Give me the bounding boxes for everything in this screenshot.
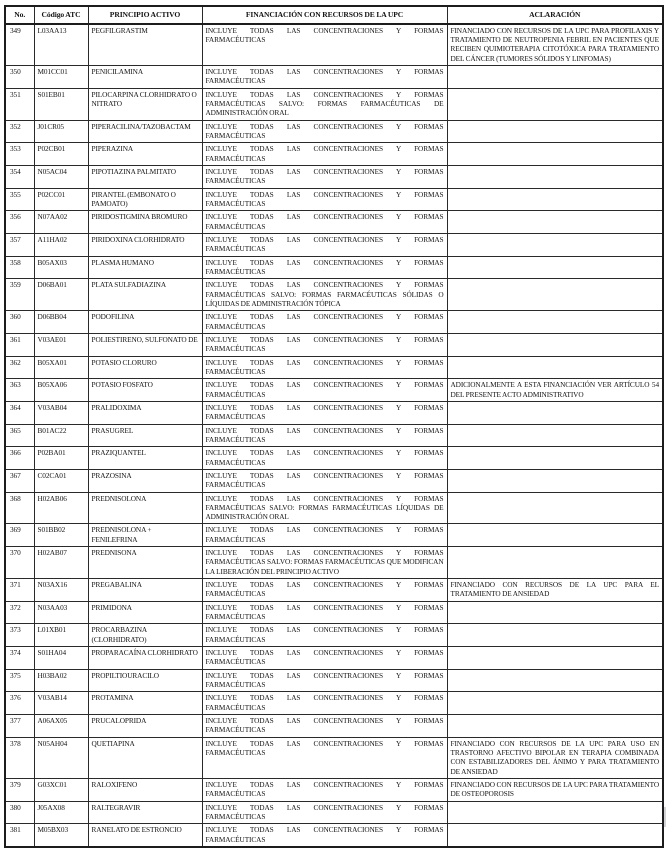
cell-aclaracion bbox=[447, 401, 663, 424]
cell-no: 363 bbox=[5, 379, 34, 402]
cell-aclaracion bbox=[447, 165, 663, 188]
cell-no: 372 bbox=[5, 601, 34, 624]
cell-no: 380 bbox=[5, 801, 34, 824]
cell-no: 377 bbox=[5, 715, 34, 738]
cell-codigo-atc: N03AA03 bbox=[34, 601, 88, 624]
cell-aclaracion bbox=[447, 647, 663, 670]
cell-codigo-atc: N07AA02 bbox=[34, 211, 88, 234]
cell-financiacion: INCLUYE TODAS LAS CONCENTRACIONES Y FORMAS FARMACÉUTICAS SALVO: FORMAS FARMACÉUTICAS QUE MODIFICAN LA LIBERACIÓN DEL PRINCIPIO ACTIVO bbox=[202, 547, 447, 579]
cell-principio-activo: PRAZIQUANTEL bbox=[88, 447, 202, 470]
cell-financiacion: INCLUYE TODAS LAS CONCENTRACIONES Y FORMAS FARMACÉUTICAS bbox=[202, 824, 447, 847]
cell-principio-activo: PIRIDOXINA CLORHIDRATO bbox=[88, 233, 202, 256]
cell-aclaracion: FINANCIADO CON RECURSOS DE LA UPC PARA EL TRATAMIENTO DE ANSIEDAD bbox=[447, 579, 663, 602]
cell-aclaracion: FINANCIADO CON RECURSOS DE LA UPC PARA PROFILAXIS Y TRATAMIENTO DE NEUTROPENIA FEBRIL EN PACIENTES QUE RECIBEN QUIMIOTERAPIA CITOTÓXICA PARA TRATAMIENTO DEL CÁNCER (TUMORES SÓLIDOS Y LINFOMAS) bbox=[447, 24, 663, 66]
cell-codigo-atc: P02BA01 bbox=[34, 447, 88, 470]
cell-principio-activo: PLASMA HUMANO bbox=[88, 256, 202, 279]
cell-codigo-atc: A11HA02 bbox=[34, 233, 88, 256]
cell-codigo-atc: P02CC01 bbox=[34, 188, 88, 211]
table-row bbox=[5, 24, 663, 66]
cell-principio-activo: PENICILAMINA bbox=[88, 66, 202, 89]
cell-financiacion: INCLUYE TODAS LAS CONCENTRACIONES Y FORMAS FARMACÉUTICAS bbox=[202, 165, 447, 188]
cell-codigo-atc: B01AC22 bbox=[34, 424, 88, 447]
cell-codigo-atc: H02AB07 bbox=[34, 547, 88, 579]
cell-principio-activo: QUETIAPINA bbox=[88, 737, 202, 778]
cell-financiacion: INCLUYE TODAS LAS CONCENTRACIONES Y FORMAS FARMACÉUTICAS bbox=[202, 624, 447, 647]
cell-financiacion: INCLUYE TODAS LAS CONCENTRACIONES Y FORMAS FARMACÉUTICAS bbox=[202, 24, 447, 66]
cell-no: 351 bbox=[5, 88, 34, 120]
cell-aclaracion: FINANCIADO CON RECURSOS DE LA UPC PARA TRATAMIENTO DE OSTEOPOROSIS bbox=[447, 779, 663, 802]
cell-codigo-atc: B05XA01 bbox=[34, 356, 88, 379]
table-row bbox=[5, 737, 663, 778]
cell-principio-activo: POTASIO FOSFATO bbox=[88, 379, 202, 402]
table-row bbox=[5, 188, 663, 211]
table-row bbox=[5, 120, 663, 143]
cell-principio-activo: PREDNISOLONA bbox=[88, 492, 202, 524]
cell-principio-activo: PROPARACAÍNA CLORHIDRATO bbox=[88, 647, 202, 670]
cell-codigo-atc: D06BA01 bbox=[34, 279, 88, 311]
table-header-row bbox=[5, 6, 663, 24]
cell-codigo-atc: L03AA13 bbox=[34, 24, 88, 66]
cell-no: 365 bbox=[5, 424, 34, 447]
cell-principio-activo: PEGFILGRASTIM bbox=[88, 24, 202, 66]
table-row bbox=[5, 424, 663, 447]
cell-principio-activo: PRALIDOXIMA bbox=[88, 401, 202, 424]
cell-financiacion: INCLUYE TODAS LAS CONCENTRACIONES Y FORMAS FARMACÉUTICAS bbox=[202, 524, 447, 547]
cell-principio-activo: PIPOTIAZINA PALMITATO bbox=[88, 165, 202, 188]
cell-aclaracion bbox=[447, 524, 663, 547]
cell-codigo-atc: H03BA02 bbox=[34, 669, 88, 692]
table-row bbox=[5, 801, 663, 824]
cell-aclaracion bbox=[447, 120, 663, 143]
cell-aclaracion bbox=[447, 601, 663, 624]
cell-no: 355 bbox=[5, 188, 34, 211]
cell-no: 379 bbox=[5, 779, 34, 802]
cell-principio-activo: PREDNISONA bbox=[88, 547, 202, 579]
cell-no: 356 bbox=[5, 211, 34, 234]
cell-aclaracion bbox=[447, 801, 663, 824]
table-row bbox=[5, 165, 663, 188]
cell-principio-activo: RALTEGRAVIR bbox=[88, 801, 202, 824]
cell-financiacion: INCLUYE TODAS LAS CONCENTRACIONES Y FORMAS FARMACÉUTICAS bbox=[202, 737, 447, 778]
cell-no: 371 bbox=[5, 579, 34, 602]
cell-codigo-atc: H02AB06 bbox=[34, 492, 88, 524]
table-row bbox=[5, 469, 663, 492]
table-row bbox=[5, 601, 663, 624]
table-row bbox=[5, 524, 663, 547]
cell-financiacion: INCLUYE TODAS LAS CONCENTRACIONES Y FORMAS FARMACÉUTICAS bbox=[202, 469, 447, 492]
cell-no: 354 bbox=[5, 165, 34, 188]
cell-no: 381 bbox=[5, 824, 34, 847]
table-row bbox=[5, 715, 663, 738]
cell-codigo-atc: J05AX08 bbox=[34, 801, 88, 824]
table-row bbox=[5, 256, 663, 279]
table-row bbox=[5, 692, 663, 715]
cell-codigo-atc: M01CC01 bbox=[34, 66, 88, 89]
cell-codigo-atc: S01BB02 bbox=[34, 524, 88, 547]
cell-no: 358 bbox=[5, 256, 34, 279]
cell-no: 349 bbox=[5, 24, 34, 66]
cell-no: 375 bbox=[5, 669, 34, 692]
table-row bbox=[5, 779, 663, 802]
table-row bbox=[5, 401, 663, 424]
cell-financiacion: INCLUYE TODAS LAS CONCENTRACIONES Y FORMAS FARMACÉUTICAS bbox=[202, 424, 447, 447]
table-row bbox=[5, 379, 663, 402]
cell-aclaracion bbox=[447, 469, 663, 492]
cell-principio-activo: POLIESTIRENO, SULFONATO DE bbox=[88, 333, 202, 356]
cell-no: 359 bbox=[5, 279, 34, 311]
cell-aclaracion bbox=[447, 669, 663, 692]
cell-codigo-atc: S01EB01 bbox=[34, 88, 88, 120]
cell-no: 357 bbox=[5, 233, 34, 256]
cell-principio-activo: PRAZOSINA bbox=[88, 469, 202, 492]
cell-financiacion: INCLUYE TODAS LAS CONCENTRACIONES Y FORMAS FARMACÉUTICAS bbox=[202, 211, 447, 234]
table-body bbox=[5, 24, 663, 847]
cell-aclaracion: FINANCIADO CON RECURSOS DE LA UPC PARA USO EN TRASTORNO AFECTIVO BIPOLAR EN TERAPIA COMBINADA CON ESTABILIZADORES DEL ÁNIMO Y PARA TRATAMIENTO DE ANSIEDAD bbox=[447, 737, 663, 778]
cell-principio-activo: PIPERAZINA bbox=[88, 143, 202, 166]
cell-aclaracion bbox=[447, 692, 663, 715]
table-row bbox=[5, 311, 663, 334]
cell-principio-activo: PODOFILINA bbox=[88, 311, 202, 334]
cell-codigo-atc: N03AX16 bbox=[34, 579, 88, 602]
cell-no: 370 bbox=[5, 547, 34, 579]
table-row bbox=[5, 447, 663, 470]
cell-aclaracion bbox=[447, 256, 663, 279]
cell-no: 352 bbox=[5, 120, 34, 143]
cell-principio-activo: PLATA SULFADIAZINA bbox=[88, 279, 202, 311]
cell-principio-activo: RANELATO DE ESTRONCIO bbox=[88, 824, 202, 847]
cell-financiacion: INCLUYE TODAS LAS CONCENTRACIONES Y FORMAS FARMACÉUTICAS bbox=[202, 647, 447, 670]
cell-principio-activo: PILOCARPINA CLORHIDRATO O NITRATO bbox=[88, 88, 202, 120]
cell-financiacion: INCLUYE TODAS LAS CONCENTRACIONES Y FORMAS FARMACÉUTICAS SALVO: FORMAS FARMACÉUTICAS DE ADMINISTRACIÓN ORAL bbox=[202, 88, 447, 120]
cell-principio-activo: PIPERACILINA/TAZOBACTAM bbox=[88, 120, 202, 143]
cell-financiacion: INCLUYE TODAS LAS CONCENTRACIONES Y FORMAS FARMACÉUTICAS bbox=[202, 579, 447, 602]
cell-aclaracion bbox=[447, 447, 663, 470]
table-row bbox=[5, 66, 663, 89]
cell-no: 374 bbox=[5, 647, 34, 670]
cell-aclaracion bbox=[447, 88, 663, 120]
table-row bbox=[5, 143, 663, 166]
cell-financiacion: INCLUYE TODAS LAS CONCENTRACIONES Y FORMAS FARMACÉUTICAS bbox=[202, 188, 447, 211]
cell-aclaracion: ADICIONALMENTE A ESTA FINANCIACIÓN VER ARTÍCULO 54 DEL PRESENTE ACTO ADMINISTRATIVO bbox=[447, 379, 663, 402]
table-row bbox=[5, 88, 663, 120]
cell-no: 361 bbox=[5, 333, 34, 356]
header-principio-activo: PRINCIPIO ACTIVO bbox=[88, 6, 202, 24]
cell-no: 368 bbox=[5, 492, 34, 524]
cell-codigo-atc: V03AB04 bbox=[34, 401, 88, 424]
cell-no: 373 bbox=[5, 624, 34, 647]
cell-principio-activo: PREGABALINA bbox=[88, 579, 202, 602]
cell-no: 366 bbox=[5, 447, 34, 470]
cell-codigo-atc: B05AX03 bbox=[34, 256, 88, 279]
cell-codigo-atc: S01HA04 bbox=[34, 647, 88, 670]
header-no: No. bbox=[5, 6, 34, 24]
header-financiacion: FINANCIACIÓN CON RECURSOS DE LA UPC bbox=[202, 6, 447, 24]
cell-financiacion: INCLUYE TODAS LAS CONCENTRACIONES Y FORMAS FARMACÉUTICAS bbox=[202, 256, 447, 279]
header-codigo-atc: Código ATC bbox=[34, 6, 88, 24]
cell-codigo-atc: G03XC01 bbox=[34, 779, 88, 802]
table-row bbox=[5, 824, 663, 847]
cell-aclaracion bbox=[447, 66, 663, 89]
cell-financiacion: INCLUYE TODAS LAS CONCENTRACIONES Y FORMAS FARMACÉUTICAS bbox=[202, 356, 447, 379]
cell-aclaracion bbox=[447, 333, 663, 356]
cell-codigo-atc: A06AX05 bbox=[34, 715, 88, 738]
cell-codigo-atc: M05BX03 bbox=[34, 824, 88, 847]
table-row bbox=[5, 624, 663, 647]
cell-aclaracion bbox=[447, 547, 663, 579]
cell-aclaracion bbox=[447, 715, 663, 738]
cell-no: 353 bbox=[5, 143, 34, 166]
cell-codigo-atc: V03AE01 bbox=[34, 333, 88, 356]
table-row bbox=[5, 279, 663, 311]
cell-principio-activo: PIRIDOSTIGMINA BROMURO bbox=[88, 211, 202, 234]
table-row bbox=[5, 579, 663, 602]
cell-financiacion: INCLUYE TODAS LAS CONCENTRACIONES Y FORMAS FARMACÉUTICAS bbox=[202, 311, 447, 334]
cell-aclaracion bbox=[447, 824, 663, 847]
cell-principio-activo: PROTAMINA bbox=[88, 692, 202, 715]
cell-principio-activo: PRASUGREL bbox=[88, 424, 202, 447]
cell-financiacion: INCLUYE TODAS LAS CONCENTRACIONES Y FORMAS FARMACÉUTICAS bbox=[202, 401, 447, 424]
cell-principio-activo: PIRANTEL (EMBONATO O PAMOATO) bbox=[88, 188, 202, 211]
cell-no: 376 bbox=[5, 692, 34, 715]
cell-financiacion: INCLUYE TODAS LAS CONCENTRACIONES Y FORMAS FARMACÉUTICAS bbox=[202, 333, 447, 356]
cell-aclaracion bbox=[447, 424, 663, 447]
cell-financiacion: INCLUYE TODAS LAS CONCENTRACIONES Y FORMAS FARMACÉUTICAS bbox=[202, 801, 447, 824]
cell-aclaracion bbox=[447, 143, 663, 166]
cell-no: 364 bbox=[5, 401, 34, 424]
cell-no: 369 bbox=[5, 524, 34, 547]
cell-financiacion: INCLUYE TODAS LAS CONCENTRACIONES Y FORMAS FARMACÉUTICAS SALVO: FORMAS FARMACÉUTICAS LÍQUIDAS DE ADMINISTRACIÓN ORAL bbox=[202, 492, 447, 524]
cell-principio-activo: POTASIO CLORURO bbox=[88, 356, 202, 379]
table-row bbox=[5, 333, 663, 356]
cell-codigo-atc: B05XA06 bbox=[34, 379, 88, 402]
cell-codigo-atc: L01XB01 bbox=[34, 624, 88, 647]
cell-principio-activo: PREDNISOLONA + FENILEFRINA bbox=[88, 524, 202, 547]
cell-no: 378 bbox=[5, 737, 34, 778]
cell-financiacion: INCLUYE TODAS LAS CONCENTRACIONES Y FORMAS FARMACÉUTICAS bbox=[202, 692, 447, 715]
cell-principio-activo: RALOXIFENO bbox=[88, 779, 202, 802]
table-row bbox=[5, 233, 663, 256]
cell-financiacion: INCLUYE TODAS LAS CONCENTRACIONES Y FORMAS FARMACÉUTICAS bbox=[202, 669, 447, 692]
cell-principio-activo: PRIMIDONA bbox=[88, 601, 202, 624]
cell-no: 367 bbox=[5, 469, 34, 492]
cell-aclaracion bbox=[447, 279, 663, 311]
cell-financiacion: INCLUYE TODAS LAS CONCENTRACIONES Y FORMAS FARMACÉUTICAS bbox=[202, 379, 447, 402]
cell-principio-activo: PROCARBAZINA (CLORHIDRATO) bbox=[88, 624, 202, 647]
table-row bbox=[5, 647, 663, 670]
table-row bbox=[5, 492, 663, 524]
table-row bbox=[5, 547, 663, 579]
cell-no: 360 bbox=[5, 311, 34, 334]
cell-financiacion: INCLUYE TODAS LAS CONCENTRACIONES Y FORMAS FARMACÉUTICAS bbox=[202, 601, 447, 624]
table-row bbox=[5, 669, 663, 692]
cell-aclaracion bbox=[447, 356, 663, 379]
cell-financiacion: INCLUYE TODAS LAS CONCENTRACIONES Y FORMAS FARMACÉUTICAS bbox=[202, 66, 447, 89]
cell-codigo-atc: P02CB01 bbox=[34, 143, 88, 166]
cell-aclaracion bbox=[447, 492, 663, 524]
cell-principio-activo: PROPILTIOURACILO bbox=[88, 669, 202, 692]
cell-codigo-atc: V03AB14 bbox=[34, 692, 88, 715]
cell-financiacion: INCLUYE TODAS LAS CONCENTRACIONES Y FORMAS FARMACÉUTICAS SALVO: FORMAS FARMACÉUTICAS SÓLIDAS O LÍQUIDAS DE ADMINISTRACIÓN TÓPICA bbox=[202, 279, 447, 311]
cell-codigo-atc: N05AH04 bbox=[34, 737, 88, 778]
cell-financiacion: INCLUYE TODAS LAS CONCENTRACIONES Y FORMAS FARMACÉUTICAS bbox=[202, 779, 447, 802]
cell-financiacion: INCLUYE TODAS LAS CONCENTRACIONES Y FORMAS FARMACÉUTICAS bbox=[202, 715, 447, 738]
cell-no: 350 bbox=[5, 66, 34, 89]
medications-financing-table bbox=[4, 5, 664, 848]
cell-aclaracion bbox=[447, 211, 663, 234]
cell-financiacion: INCLUYE TODAS LAS CONCENTRACIONES Y FORMAS FARMACÉUTICAS bbox=[202, 120, 447, 143]
cell-no: 362 bbox=[5, 356, 34, 379]
table-row bbox=[5, 356, 663, 379]
cell-financiacion: INCLUYE TODAS LAS CONCENTRACIONES Y FORMAS FARMACÉUTICAS bbox=[202, 447, 447, 470]
header-aclaracion: ACLARACIÓN bbox=[447, 6, 663, 24]
cell-aclaracion bbox=[447, 188, 663, 211]
cell-financiacion: INCLUYE TODAS LAS CONCENTRACIONES Y FORMAS FARMACÉUTICAS bbox=[202, 143, 447, 166]
cell-principio-activo: PRUCALOPRIDA bbox=[88, 715, 202, 738]
cell-aclaracion bbox=[447, 233, 663, 256]
cell-codigo-atc: J01CR05 bbox=[34, 120, 88, 143]
cell-codigo-atc: D06BB04 bbox=[34, 311, 88, 334]
cell-financiacion: INCLUYE TODAS LAS CONCENTRACIONES Y FORMAS FARMACÉUTICAS bbox=[202, 233, 447, 256]
cell-codigo-atc: N05AC04 bbox=[34, 165, 88, 188]
cell-codigo-atc: C02CA01 bbox=[34, 469, 88, 492]
cell-aclaracion bbox=[447, 311, 663, 334]
cell-aclaracion bbox=[447, 624, 663, 647]
table-row bbox=[5, 211, 663, 234]
